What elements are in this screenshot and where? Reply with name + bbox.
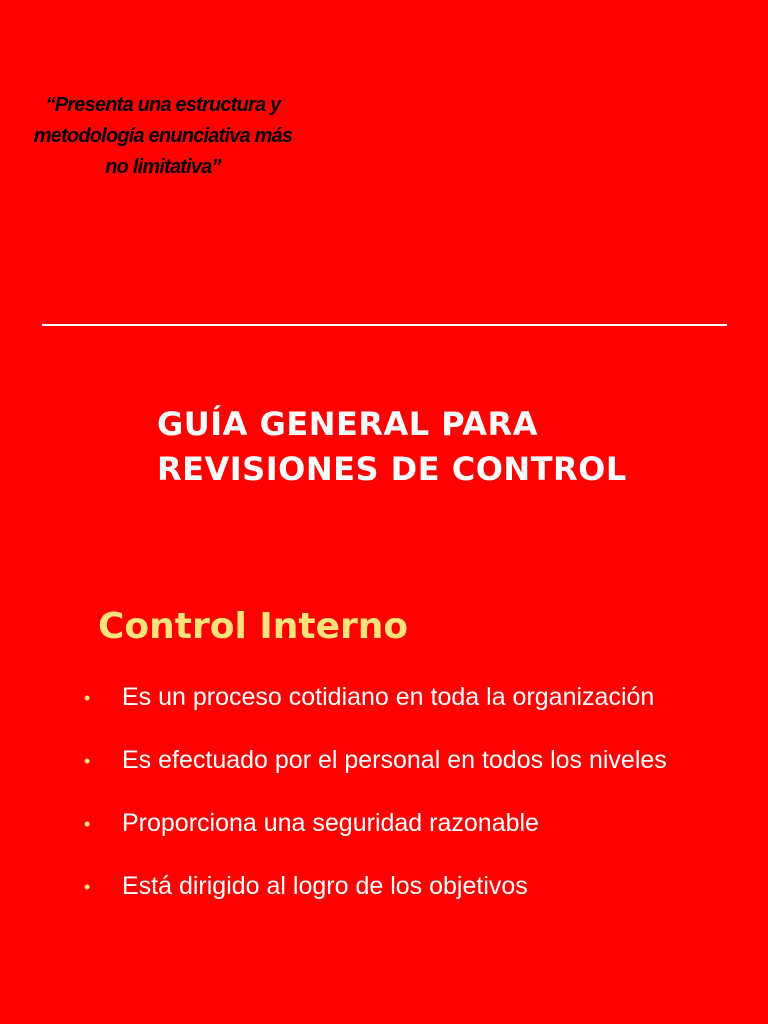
quote-line-1: “Presenta una estructura y bbox=[45, 94, 281, 116]
list-item bbox=[84, 675, 744, 738]
list-item bbox=[84, 738, 744, 801]
list-item bbox=[84, 864, 744, 927]
slide-title-line-1: GUÍA GENERAL PARA bbox=[157, 405, 538, 443]
bullet-text: Es efectuado por el personal en todos los niveles bbox=[122, 746, 667, 774]
bullet-text: Es un proceso cotidiano en toda la organización bbox=[122, 683, 655, 711]
bullet-icon: • bbox=[84, 751, 91, 771]
divider-line bbox=[42, 324, 727, 326]
slide-title-line-2: REVISIONES DE CONTROL bbox=[157, 450, 627, 488]
quote-line-2: metodología enunciativa más bbox=[33, 125, 293, 147]
section-heading: Control Interno bbox=[98, 606, 409, 647]
bullet-icon: • bbox=[84, 688, 91, 708]
slide-title bbox=[157, 402, 627, 492]
bullet-text: Proporciona una seguridad razonable bbox=[122, 809, 539, 837]
bullet-text: Está dirigido al logro de los objetivos bbox=[122, 872, 528, 900]
bullet-list bbox=[84, 675, 744, 927]
bullet-icon: • bbox=[84, 877, 91, 897]
quote-text bbox=[18, 90, 308, 183]
quote-line-3: no limitativa” bbox=[105, 156, 221, 178]
list-item bbox=[84, 801, 744, 864]
bullet-icon: • bbox=[84, 814, 91, 834]
